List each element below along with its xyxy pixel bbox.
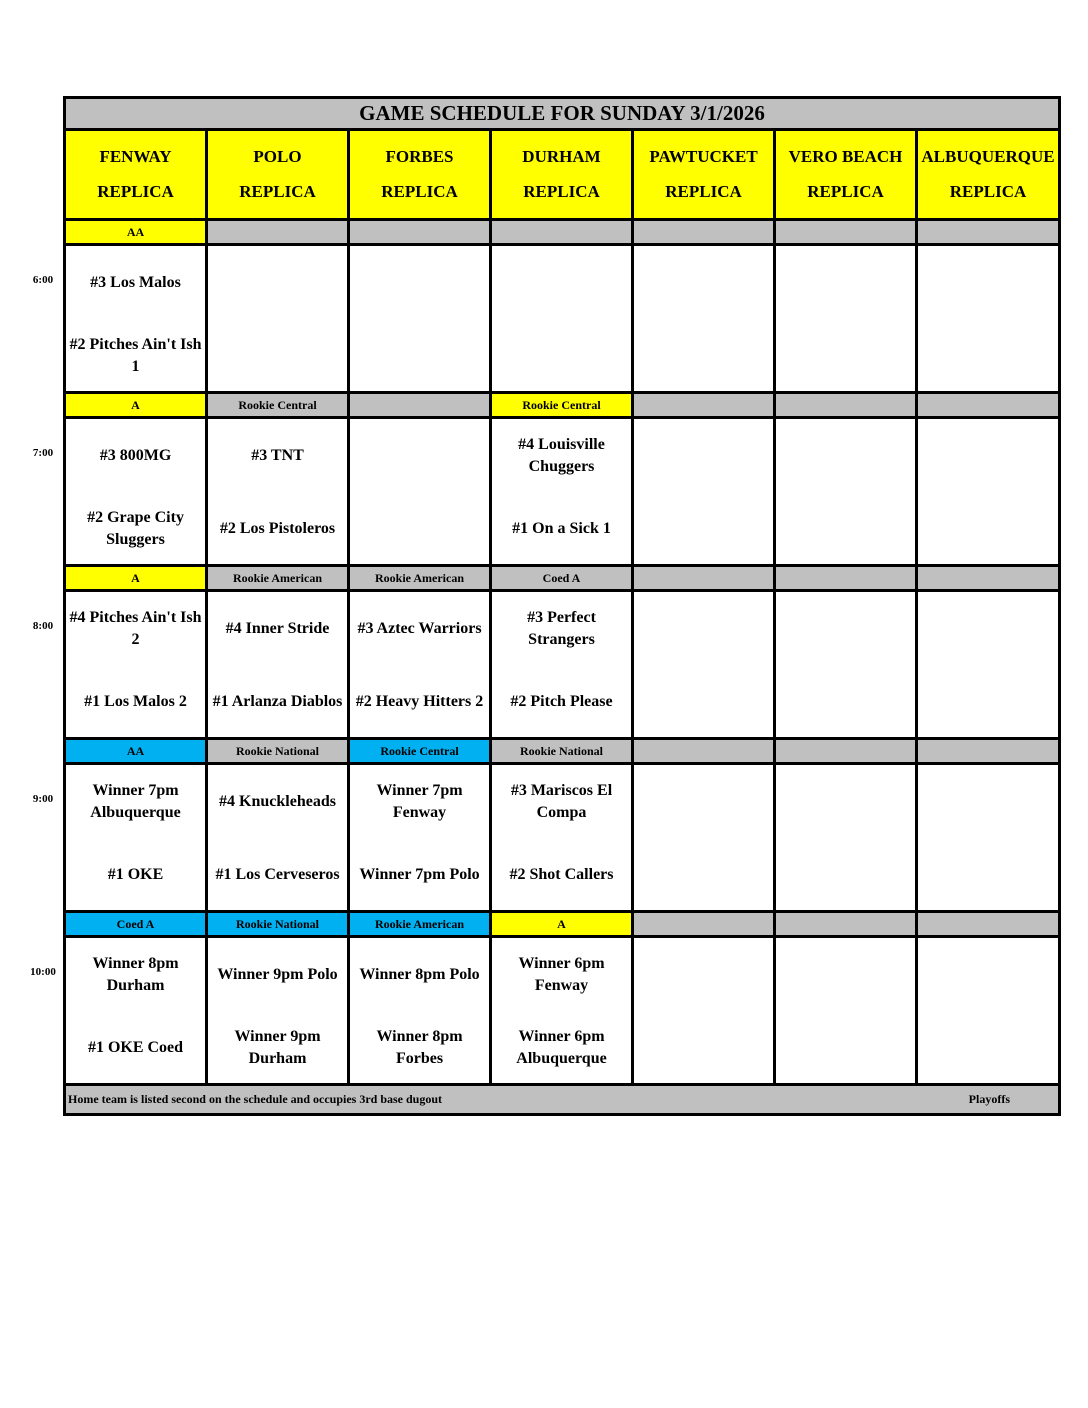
- game-cell: [634, 938, 776, 1083]
- away-team: Winner 9pm Polo: [217, 966, 338, 983]
- game-cell: [492, 246, 634, 391]
- away-team: [634, 772, 773, 832]
- home-team: [918, 326, 1058, 386]
- field-header-forbes: [350, 131, 492, 218]
- home-team: Winner 8pm Forbes: [376, 1028, 463, 1067]
- game-cell: [634, 246, 776, 391]
- away-team: #4 Inner Stride: [225, 620, 330, 637]
- division-label: Rookie National: [208, 740, 350, 762]
- game-cell: [492, 938, 634, 1083]
- division-label: [776, 394, 918, 416]
- field-name: POLO: [253, 146, 302, 166]
- game-cell: [66, 419, 208, 564]
- away-team: [776, 772, 915, 832]
- away-team: [492, 253, 631, 313]
- away-team: #3 TNT: [251, 447, 304, 464]
- home-team: Winner 9pm Durham: [234, 1028, 321, 1067]
- division-row: [66, 740, 1058, 765]
- away-team: #3 Los Malos: [90, 274, 181, 291]
- time-slots: [66, 221, 1058, 1086]
- division-label: [634, 740, 776, 762]
- home-team: #1 Los Malos 2: [84, 693, 187, 710]
- away-team: [776, 599, 915, 659]
- game-cell: [492, 592, 634, 737]
- division-label: [918, 740, 1058, 762]
- field-name: DURHAM: [522, 146, 601, 166]
- field-subtitle: REPLICA: [97, 182, 174, 202]
- division-label: AA: [66, 740, 208, 762]
- game-cell: [634, 765, 776, 910]
- division-label: [776, 567, 918, 589]
- division-label: [350, 221, 492, 243]
- field-header-durham: [492, 131, 634, 218]
- away-team: Winner 8pm Durham: [92, 955, 179, 994]
- division-label: Coed A: [492, 567, 634, 589]
- away-team: [918, 772, 1058, 832]
- field-name: ALBUQUERQUE: [921, 146, 1055, 166]
- away-team: [634, 253, 773, 313]
- division-label: AA: [66, 221, 208, 243]
- home-team: Winner 6pm Albuquerque: [516, 1028, 607, 1067]
- division-row: [66, 913, 1058, 938]
- division-row: [66, 567, 1058, 592]
- home-team: #1 OKE: [107, 866, 164, 883]
- division-label: A: [66, 567, 208, 589]
- away-team: [634, 599, 773, 659]
- field-header-polo: [208, 131, 350, 218]
- away-team: Winner 6pm Fenway: [518, 955, 605, 994]
- home-team: [918, 845, 1058, 905]
- home-team: [776, 499, 915, 559]
- home-team: [918, 1018, 1058, 1078]
- time-label: 6:00: [32, 274, 54, 286]
- away-team: #4 Louisville Chuggers: [518, 436, 605, 475]
- home-team: [350, 326, 489, 386]
- game-row: [66, 592, 1058, 740]
- division-label: Rookie National: [492, 740, 634, 762]
- division-label: [634, 567, 776, 589]
- home-team: [634, 499, 773, 559]
- home-team: #1 Los Cerveseros: [215, 866, 340, 883]
- game-cell: [634, 592, 776, 737]
- game-row: [66, 419, 1058, 567]
- field-name: FENWAY: [99, 146, 172, 166]
- home-team: #2 Pitch Please: [510, 693, 613, 710]
- home-team: [492, 326, 631, 386]
- game-cell: [66, 592, 208, 737]
- schedule-table: [63, 96, 1061, 1116]
- home-team: [776, 845, 915, 905]
- game-cell: [66, 765, 208, 910]
- home-team: [776, 1018, 915, 1078]
- away-team: #4 Knuckleheads: [219, 793, 336, 810]
- home-team: Winner 7pm Polo: [359, 866, 480, 883]
- away-team: #3 Perfect Strangers: [527, 609, 596, 648]
- home-team: [918, 672, 1058, 732]
- game-cell: [492, 419, 634, 564]
- game-cell: [634, 419, 776, 564]
- game-cell: [66, 938, 208, 1083]
- division-label: [634, 913, 776, 935]
- field-name: VERO BEACH: [788, 146, 903, 166]
- division-label: [634, 394, 776, 416]
- division-label: Rookie American: [350, 567, 492, 589]
- away-team: #3 800MG: [99, 447, 172, 464]
- time-label: 8:00: [32, 620, 54, 632]
- home-team: [634, 845, 773, 905]
- field-subtitle: REPLICA: [949, 182, 1027, 202]
- footer-note: Home team is listed second on the schedule and occupies 3rd base dugout: [68, 1092, 443, 1106]
- game-cell: [66, 246, 208, 391]
- away-team: [918, 945, 1058, 1005]
- schedule-footer: [66, 1086, 1058, 1113]
- away-team: [776, 945, 915, 1005]
- game-cell: [918, 419, 1058, 564]
- game-cell: [350, 419, 492, 564]
- time-label: 7:00: [32, 447, 54, 459]
- home-team: [918, 499, 1058, 559]
- field-header-albuquerque: [918, 131, 1058, 218]
- game-cell: [776, 938, 918, 1083]
- division-label: [776, 913, 918, 935]
- game-cell: [208, 592, 350, 737]
- division-label: [918, 913, 1058, 935]
- home-team: [634, 326, 773, 386]
- division-label: [918, 394, 1058, 416]
- game-cell: [776, 246, 918, 391]
- away-team: [350, 253, 489, 313]
- home-team: #2 Los Pistoleros: [219, 520, 336, 537]
- field-subtitle: REPLICA: [523, 182, 600, 202]
- home-team: [634, 672, 773, 732]
- time-label: 9:00: [32, 793, 54, 805]
- field-header-fenway: [66, 131, 208, 218]
- game-cell: [918, 592, 1058, 737]
- time-label: 10:00: [30, 966, 56, 978]
- game-cell: [208, 938, 350, 1083]
- away-team: #4 Pitches Ain't Ish 2: [69, 609, 202, 648]
- away-team: [918, 426, 1058, 486]
- home-team: [634, 1018, 773, 1078]
- away-team: [350, 426, 489, 486]
- division-label: Rookie National: [208, 913, 350, 935]
- away-team: #3 Aztec Warriors: [357, 620, 482, 637]
- game-row: [66, 246, 1058, 394]
- home-team: #1 OKE Coed: [87, 1039, 184, 1056]
- game-cell: [918, 246, 1058, 391]
- division-label: A: [66, 394, 208, 416]
- away-team: [776, 253, 915, 313]
- division-label: [776, 740, 918, 762]
- division-label: [918, 221, 1058, 243]
- home-team: [776, 326, 915, 386]
- home-team: [350, 499, 489, 559]
- home-team: #2 Heavy Hitters 2: [355, 693, 484, 710]
- field-name: PAWTUCKET: [649, 146, 758, 166]
- field-header-pawtucket: [634, 131, 776, 218]
- home-team: #1 Arlanza Diablos: [212, 693, 343, 710]
- field-subtitle: REPLICA: [807, 182, 884, 202]
- footer-playoffs: Playoffs: [968, 1092, 1010, 1106]
- division-label: [492, 221, 634, 243]
- schedule-title: GAME SCHEDULE FOR SUNDAY 3/1/2026: [66, 99, 1058, 131]
- division-label: [918, 567, 1058, 589]
- away-team: [918, 253, 1058, 313]
- away-team: [634, 945, 773, 1005]
- division-label: [208, 221, 350, 243]
- game-cell: [918, 765, 1058, 910]
- game-row: [66, 938, 1058, 1086]
- field-subtitle: REPLICA: [665, 182, 742, 202]
- game-cell: [350, 938, 492, 1083]
- game-cell: [918, 938, 1058, 1083]
- away-team: Winner 7pm Fenway: [376, 782, 463, 821]
- home-team: [776, 672, 915, 732]
- field-header-vero-beach: [776, 131, 918, 218]
- game-cell: [776, 419, 918, 564]
- away-team: [776, 426, 915, 486]
- field-subtitle: REPLICA: [239, 182, 316, 202]
- division-label: Rookie Central: [492, 394, 634, 416]
- game-cell: [776, 765, 918, 910]
- game-cell: [208, 419, 350, 564]
- away-team: [634, 426, 773, 486]
- game-cell: [208, 765, 350, 910]
- away-team: [918, 599, 1058, 659]
- division-label: Rookie American: [350, 913, 492, 935]
- division-label: Rookie American: [208, 567, 350, 589]
- division-label: [634, 221, 776, 243]
- home-team: [208, 326, 347, 386]
- field-header-row: [66, 131, 1058, 221]
- division-label: [350, 394, 492, 416]
- game-cell: [350, 592, 492, 737]
- home-team: #2 Shot Callers: [509, 866, 614, 883]
- home-team: #1 On a Sick 1: [512, 520, 611, 537]
- home-team: #2 Grape City Sluggers: [87, 509, 184, 548]
- field-name: FORBES: [385, 146, 454, 166]
- game-cell: [776, 592, 918, 737]
- game-cell: [492, 765, 634, 910]
- away-team: [208, 253, 347, 313]
- away-team: Winner 7pm Albuquerque: [90, 782, 181, 821]
- division-label: Rookie Central: [208, 394, 350, 416]
- field-subtitle: REPLICA: [381, 182, 458, 202]
- away-team: #3 Mariscos El Compa: [510, 782, 613, 821]
- division-label: [776, 221, 918, 243]
- division-label: A: [492, 913, 634, 935]
- division-label: Rookie Central: [350, 740, 492, 762]
- home-team: #2 Pitches Ain't Ish 1: [69, 336, 202, 375]
- division-row: [66, 221, 1058, 246]
- division-label: Coed A: [66, 913, 208, 935]
- game-cell: [350, 765, 492, 910]
- division-row: [66, 394, 1058, 419]
- game-cell: [350, 246, 492, 391]
- game-cell: [208, 246, 350, 391]
- away-team: Winner 8pm Polo: [359, 966, 480, 983]
- game-row: [66, 765, 1058, 913]
